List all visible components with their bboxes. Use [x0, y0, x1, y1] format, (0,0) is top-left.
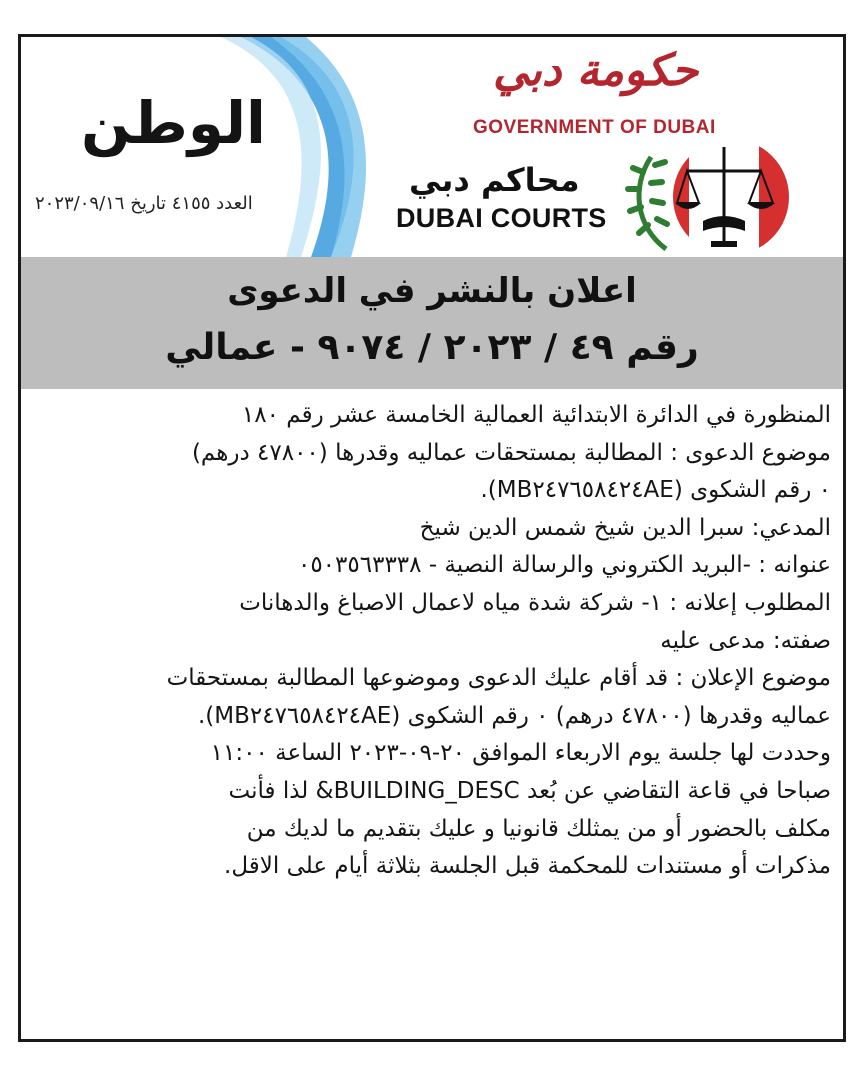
- newspaper-name: الوطن: [81, 89, 266, 157]
- body-line: موضوع الدعوى : المطالبة بمستحقات عماليه وقدرها (٤٧٨٠٠ درهم): [191, 439, 831, 466]
- header: [21, 37, 843, 257]
- courts-name-english: DUBAI COURTS: [396, 203, 607, 233]
- issue-line: العدد ٤١٥٥ تاريخ ٢٠٢٣/٠٩/١٦: [35, 193, 253, 214]
- body-line: صباحا في قاعة التقاضي عن بُعد BUILDING_DESC& لذا فأنت: [228, 777, 831, 804]
- announcement-banner: [21, 257, 843, 389]
- announcement-body: [31, 397, 831, 886]
- announcement-title: اعلان بالنشر في الدعوى: [227, 271, 637, 311]
- body-line: صفته: مدعى عليه: [660, 627, 831, 654]
- body-line: مكلف بالحضور أو من يمثلك قانونيا و عليك بتقديم ما لديك من: [246, 815, 831, 842]
- body-line: ٠ رقم الشكوى (MB٢٤٧٦٥٨٤٢٤AE).: [480, 477, 831, 504]
- body-line: عنوانه : -البريد الكتروني والرسالة النصية - ٠٥٠٣٥٦٣٣٣٨: [297, 552, 831, 579]
- courts-name-arabic: محاكم دبي: [409, 161, 580, 199]
- body-line: موضوع الإعلان : قد أقام عليك الدعوى وموضوعها المطالبة بمستحقات: [166, 665, 831, 692]
- body-line: المطلوب إعلانه : ١- شركة شدة مياه لاعمال الاصباغ والدهانات: [239, 589, 831, 616]
- body-line: المنظورة في الدائرة الابتدائية العمالية الخامسة عشر رقم ١٨٠: [241, 402, 831, 428]
- government-logo-english: GOVERNMENT OF DUBAI: [473, 117, 716, 138]
- government-logo-arabic: حكومة دبي: [493, 45, 699, 96]
- body-line: عماليه وقدرها (٤٧٨٠٠ درهم) ٠ رقم الشكوى (MB٢٤٧٦٥٨٤٢٤AE).: [197, 702, 831, 729]
- announcement-frame: [18, 34, 846, 1042]
- case-number: رقم ٤٩ / ٢٠٢٣ / ٩٠٧٤ - عمالي: [165, 327, 699, 368]
- body-line: المدعي: سبرا الدين شيخ شمس الدين شيخ: [419, 514, 831, 541]
- body-line: مذكرات أو مستندات للمحكمة قبل الجلسة بثلاثة أيام على الاقل.: [224, 853, 831, 880]
- body-line: وحددت لها جلسة يوم الاربعاء الموافق ٢٠-٠٩-٢٠٢٣ الساعة ١١:٠٠: [210, 740, 831, 767]
- dubai-courts-emblem-icon: [621, 137, 811, 257]
